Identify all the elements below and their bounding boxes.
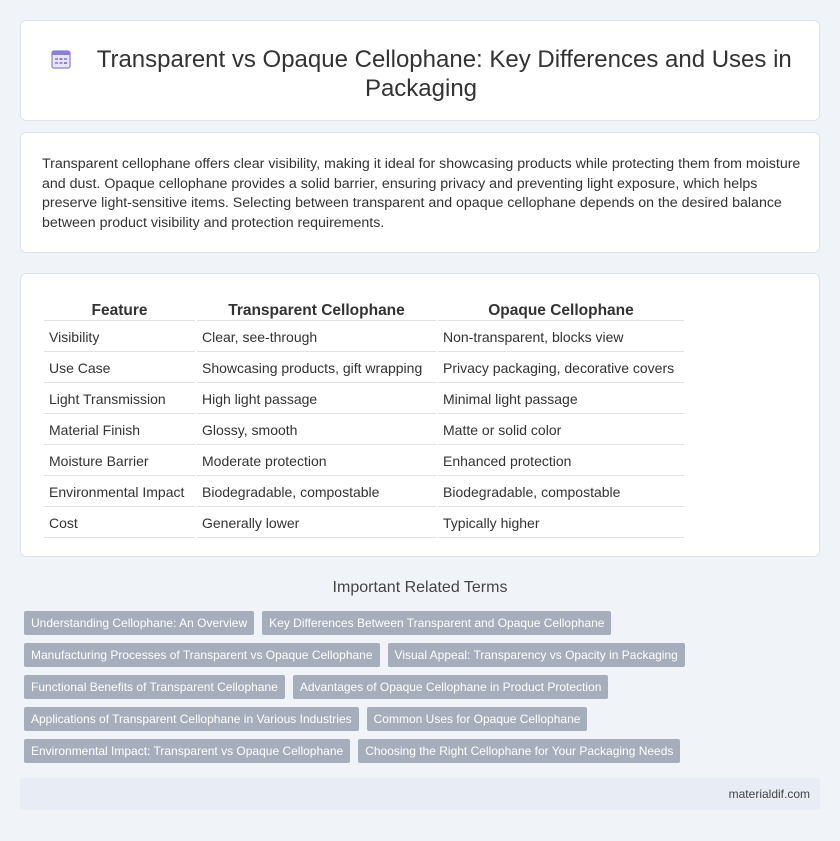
title-wrap	[21, 45, 821, 103]
related-term-link[interactable]: Choosing the Right Cellophane for Your Packaging Needs	[358, 739, 680, 763]
table-row	[44, 447, 684, 476]
related-term-link[interactable]: Functional Benefits of Transparent Cellophane	[24, 675, 285, 699]
related-term-link[interactable]: Visual Appeal: Transparency vs Opacity in Packaging	[388, 643, 685, 667]
related-term-link[interactable]: Key Differences Between Transparent and Opaque Cellophane	[262, 611, 611, 635]
page-title: Transparent vs Opaque Cellophane: Key Differences and Uses in Packaging	[96, 46, 792, 102]
related-term-link[interactable]: Advantages of Opaque Cellophane in Product Protection	[293, 675, 609, 699]
table-header-row	[44, 297, 684, 321]
table-cell: High light passage	[197, 385, 436, 414]
table-cell: Glossy, smooth	[197, 416, 436, 445]
table-cell: Matte or solid color	[438, 416, 684, 445]
table-cell: Enhanced protection	[438, 447, 684, 476]
tag-row	[24, 643, 804, 667]
footer-site-link[interactable]: materialdif.com	[728, 787, 810, 801]
table-cell: Environmental Impact	[44, 478, 195, 507]
intro-paragraph: Transparent cellophane offers clear visibility, making it ideal for showcasing products while protecting them from moisture and dust. Opaque cellophane provides a solid barrier, ensuring privacy and preventing light exposure, which helps preserve light-sensitive items. Selecting between transparent and opaque cellophane depends on the desired balance between product visibility and protection requirements.	[42, 156, 801, 231]
table-cell: Moisture Barrier	[44, 447, 195, 476]
tag-row	[24, 611, 804, 635]
header-card	[20, 20, 820, 121]
table-row	[44, 478, 684, 507]
table-cell: Use Case	[44, 354, 195, 383]
table-cell: Generally lower	[197, 509, 436, 538]
table-cell: Biodegradable, compostable	[438, 478, 684, 507]
table-row	[44, 354, 684, 383]
table-cell: Clear, see-through	[197, 323, 436, 352]
header-opaque: Opaque Cellophane	[438, 297, 684, 321]
table-cell: Light Transmission	[44, 385, 195, 414]
related-term-link[interactable]: Common Uses for Opaque Cellophane	[367, 707, 588, 731]
table-cell: Minimal light passage	[438, 385, 684, 414]
tag-row	[24, 707, 804, 731]
related-term-link[interactable]: Understanding Cellophane: An Overview	[24, 611, 254, 635]
footer	[20, 778, 820, 810]
related-term-link[interactable]: Manufacturing Processes of Transparent vs Opaque Cellophane	[24, 643, 380, 667]
table-cell: Visibility	[44, 323, 195, 352]
table-row	[44, 385, 684, 414]
intro-card	[20, 132, 820, 253]
table-row	[44, 416, 684, 445]
related-term-link[interactable]: Environmental Impact: Transparent vs Opaque Cellophane	[24, 739, 350, 763]
table-cell: Showcasing products, gift wrapping	[197, 354, 436, 383]
comparison-table	[42, 295, 686, 540]
table-cell: Non-transparent, blocks view	[438, 323, 684, 352]
related-terms-heading: Important Related Terms	[332, 579, 508, 596]
table-row	[44, 509, 684, 538]
tag-row	[24, 739, 804, 763]
table-cell: Biodegradable, compostable	[197, 478, 436, 507]
table-cell: Moderate protection	[197, 447, 436, 476]
table-cell: Privacy packaging, decorative covers	[438, 354, 684, 383]
tag-row	[24, 675, 804, 699]
related-terms-list	[24, 611, 804, 771]
calendar-icon	[50, 48, 72, 70]
table-cell: Cost	[44, 509, 195, 538]
table-cell: Typically higher	[438, 509, 684, 538]
header-feature: Feature	[44, 297, 195, 321]
comparison-card	[20, 273, 820, 557]
related-term-link[interactable]: Applications of Transparent Cellophane in Various Industries	[24, 707, 359, 731]
table-cell: Material Finish	[44, 416, 195, 445]
table-row	[44, 323, 684, 352]
header-transparent: Transparent Cellophane	[197, 297, 436, 321]
